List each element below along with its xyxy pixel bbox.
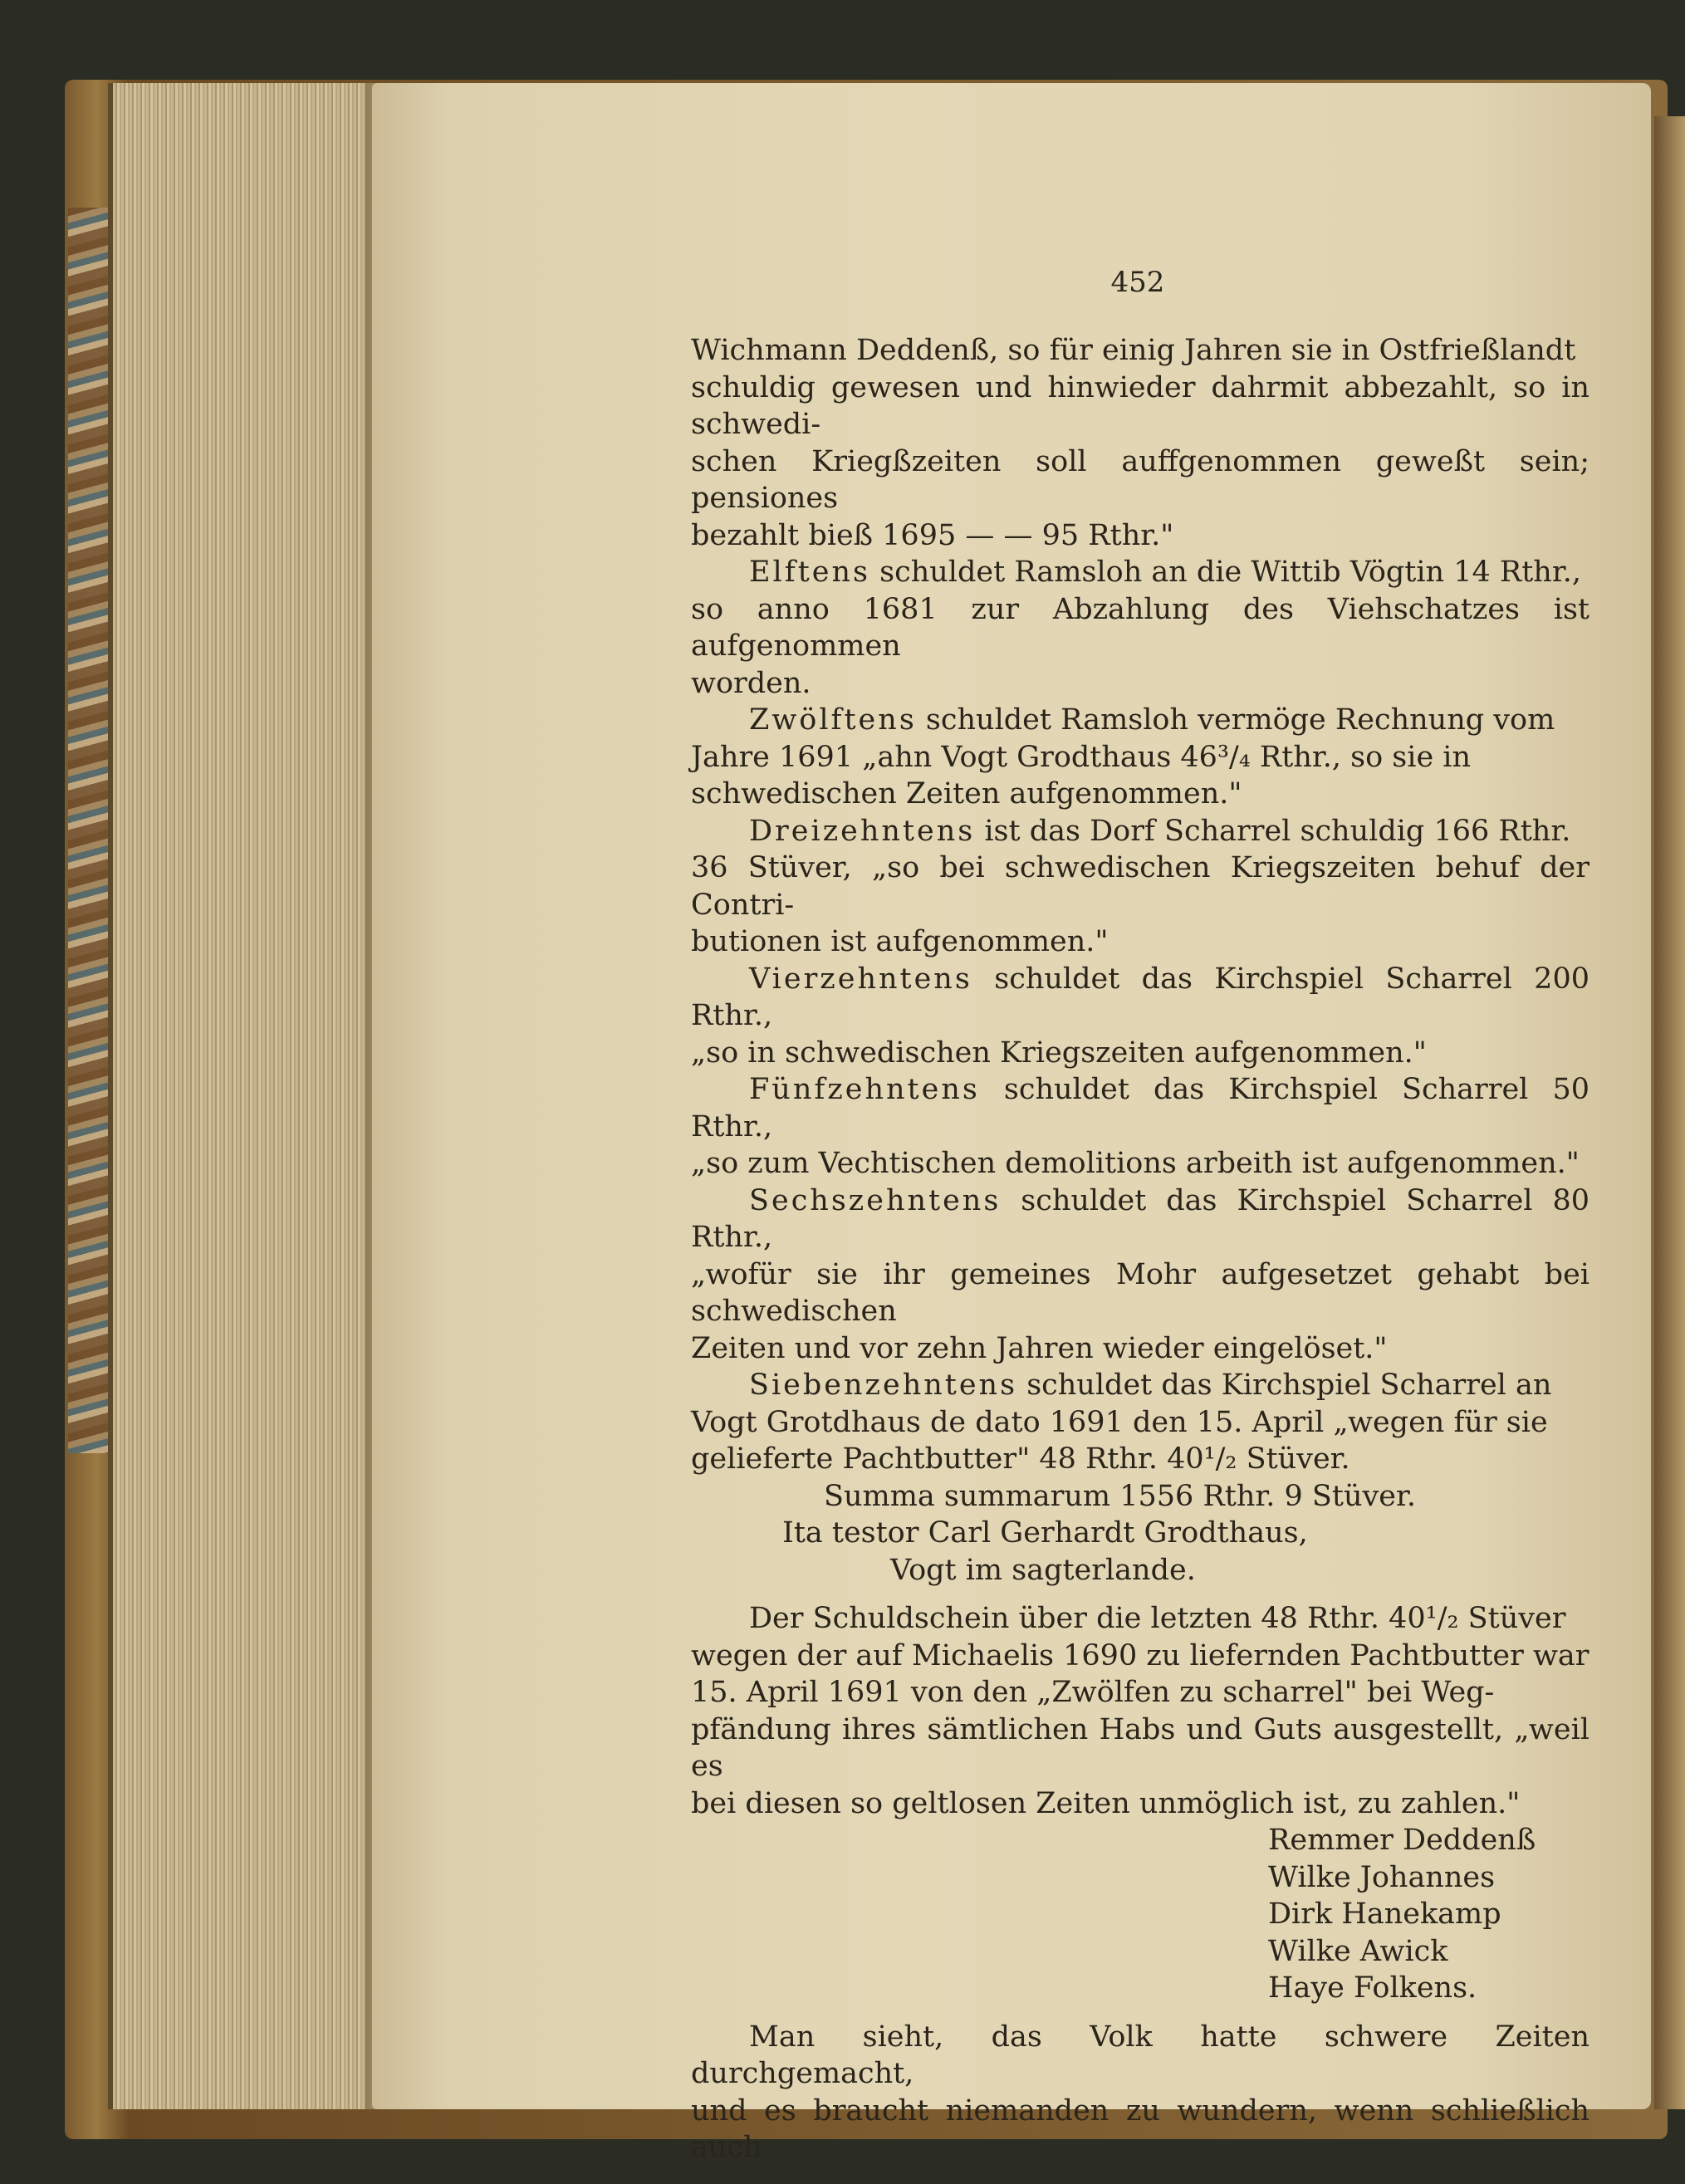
text-line: schuldig gewesen und hinwieder dahrmit abbezahlt, so in schwedi- xyxy=(691,370,1589,441)
paragraph-line: Der Schuldschein über die letzten 48 Rthr. 40¹/₂ Stüver xyxy=(749,1602,1566,1635)
entry-fuenfzehntens xyxy=(691,1071,1589,1183)
paragraph-line: wegen der auf Michaelis 1690 zu liefernden Pachtbutter war xyxy=(691,1638,1589,1672)
text-line: Wichmann Deddenß, so für einig Jahren sie in Ostfrießlandt xyxy=(691,334,1576,367)
testor-line: Ita testor Carl Gerhardt Grodthaus, xyxy=(782,1516,1308,1550)
page-number: 452 xyxy=(1110,266,1165,299)
signatory-name: Dirk Hanekamp xyxy=(1268,1898,1501,1931)
entry-label: Vierzehntens xyxy=(749,962,972,996)
entry-line: worden. xyxy=(691,666,811,700)
entry-vierzehntens xyxy=(691,961,1589,1072)
paragraph-line: 15. April 1691 von den „Zwölfen zu scharrel" bei Weg- xyxy=(691,1676,1495,1709)
entry-line: „so in schwedischen Kriegszeiten aufgenommen." xyxy=(691,1036,1427,1070)
entry-line: 36 Stüver, „so bei schwedischen Kriegszeiten behuf der Contri- xyxy=(691,851,1589,922)
entry-line: butionen ist aufgenommen." xyxy=(691,925,1109,958)
entry-text: schuldet das Kirchspiel Scharrel 50 Rthr., xyxy=(691,1073,1589,1143)
signatory-name: Haye Folkens. xyxy=(1268,1971,1477,2005)
paragraph-line: pfändung ihres sämtlichen Habs und Guts ausgestellt, „weil es xyxy=(691,1712,1589,1783)
paragraph-line: Man sieht, das Volk hatte schwere Zeiten durchgemacht, xyxy=(691,2020,1589,2090)
entry-sechszehntens xyxy=(691,1183,1589,1368)
paragraph-line: bei diesen so geltlosen Zeiten unmöglich ist, zu zahlen." xyxy=(691,1786,1521,1820)
entry-line: schwedischen Zeiten aufgenommen." xyxy=(691,777,1242,810)
paragraph-conclusion xyxy=(691,2019,1589,2167)
paragraph-line: und es braucht niemanden zu wundern, wenn schließlich auch xyxy=(691,2093,1589,2164)
signatories xyxy=(1268,1822,1589,2007)
entry-label: Sechszehntens xyxy=(749,1183,1002,1217)
summa-line: Summa summarum 1556 Rthr. 9 Stüver. xyxy=(824,1479,1416,1513)
entry-line: so anno 1681 zur Abzahlung des Viehschatzes ist aufgenommen xyxy=(691,592,1589,663)
facing-page-edge xyxy=(1654,116,1685,2109)
entry-text: schuldet Ramsloh an die Wittib Vögtin 14 Rthr., xyxy=(879,556,1581,589)
entry-label: Elftens xyxy=(749,556,870,589)
text-line: schen Kriegßzeiten soll auffgenommen geweßt sein; pensiones xyxy=(691,444,1589,515)
entry-label: Fünfzehntens xyxy=(749,1073,980,1106)
text-line: bezahlt bieß 1695 — — 95 Rthr." xyxy=(691,518,1174,552)
signatory-name: Wilke Awick xyxy=(1268,1934,1448,1968)
entry-text: schuldet Ramsloh vermöge Rechnung vom xyxy=(925,703,1555,737)
entry-elftens xyxy=(691,554,1589,702)
entry-label: Dreizehntens xyxy=(749,814,976,848)
entry-line: gelieferte Pachtbutter" 48 Rthr. 40¹/₂ Stüver. xyxy=(691,1442,1350,1476)
vogt-line: Vogt im sagterlande. xyxy=(890,1553,1196,1587)
page-stack-edges xyxy=(108,83,379,2109)
entry-siebenzehntens xyxy=(691,1367,1589,1478)
entry-zwoelftens xyxy=(691,702,1589,813)
entry-text: schuldet das Kirchspiel Scharrel an xyxy=(1026,1369,1552,1402)
entry-text: ist das Dorf Scharrel schuldig 166 Rthr. xyxy=(984,814,1571,848)
entry-line: „wofür sie ihr gemeines Mohr aufgesetzet gehabt bei schwedischen xyxy=(691,1257,1589,1328)
signatory-name: Wilke Johannes xyxy=(1268,1860,1496,1894)
entry-line: Zeiten und vor zehn Jahren wieder eingelöset." xyxy=(691,1331,1388,1365)
entry-label: Zwölftens xyxy=(749,703,917,737)
entry-text: schuldet das Kirchspiel Scharrel 80 Rthr., xyxy=(691,1183,1589,1254)
entry-dreizehntens xyxy=(691,813,1589,961)
entry-line: „so zum Vechtischen demolitions arbeith ist aufgenommen." xyxy=(691,1147,1580,1180)
entry-text: schuldet das Kirchspiel Scharrel 200 Rthr., xyxy=(691,962,1589,1032)
signatory-name: Remmer Deddenß xyxy=(1268,1824,1536,1857)
page-text xyxy=(691,332,1589,2167)
paragraph-schuldschein xyxy=(691,1600,1589,1822)
entry-line: Jahre 1691 „ahn Vogt Grodthaus 46³/₄ Rthr., so sie in xyxy=(691,740,1472,774)
entry-label: Siebenzehntens xyxy=(749,1369,1018,1402)
entry-line: Vogt Grotdhaus de dato 1691 den 15. April „wegen für sie xyxy=(691,1405,1548,1439)
